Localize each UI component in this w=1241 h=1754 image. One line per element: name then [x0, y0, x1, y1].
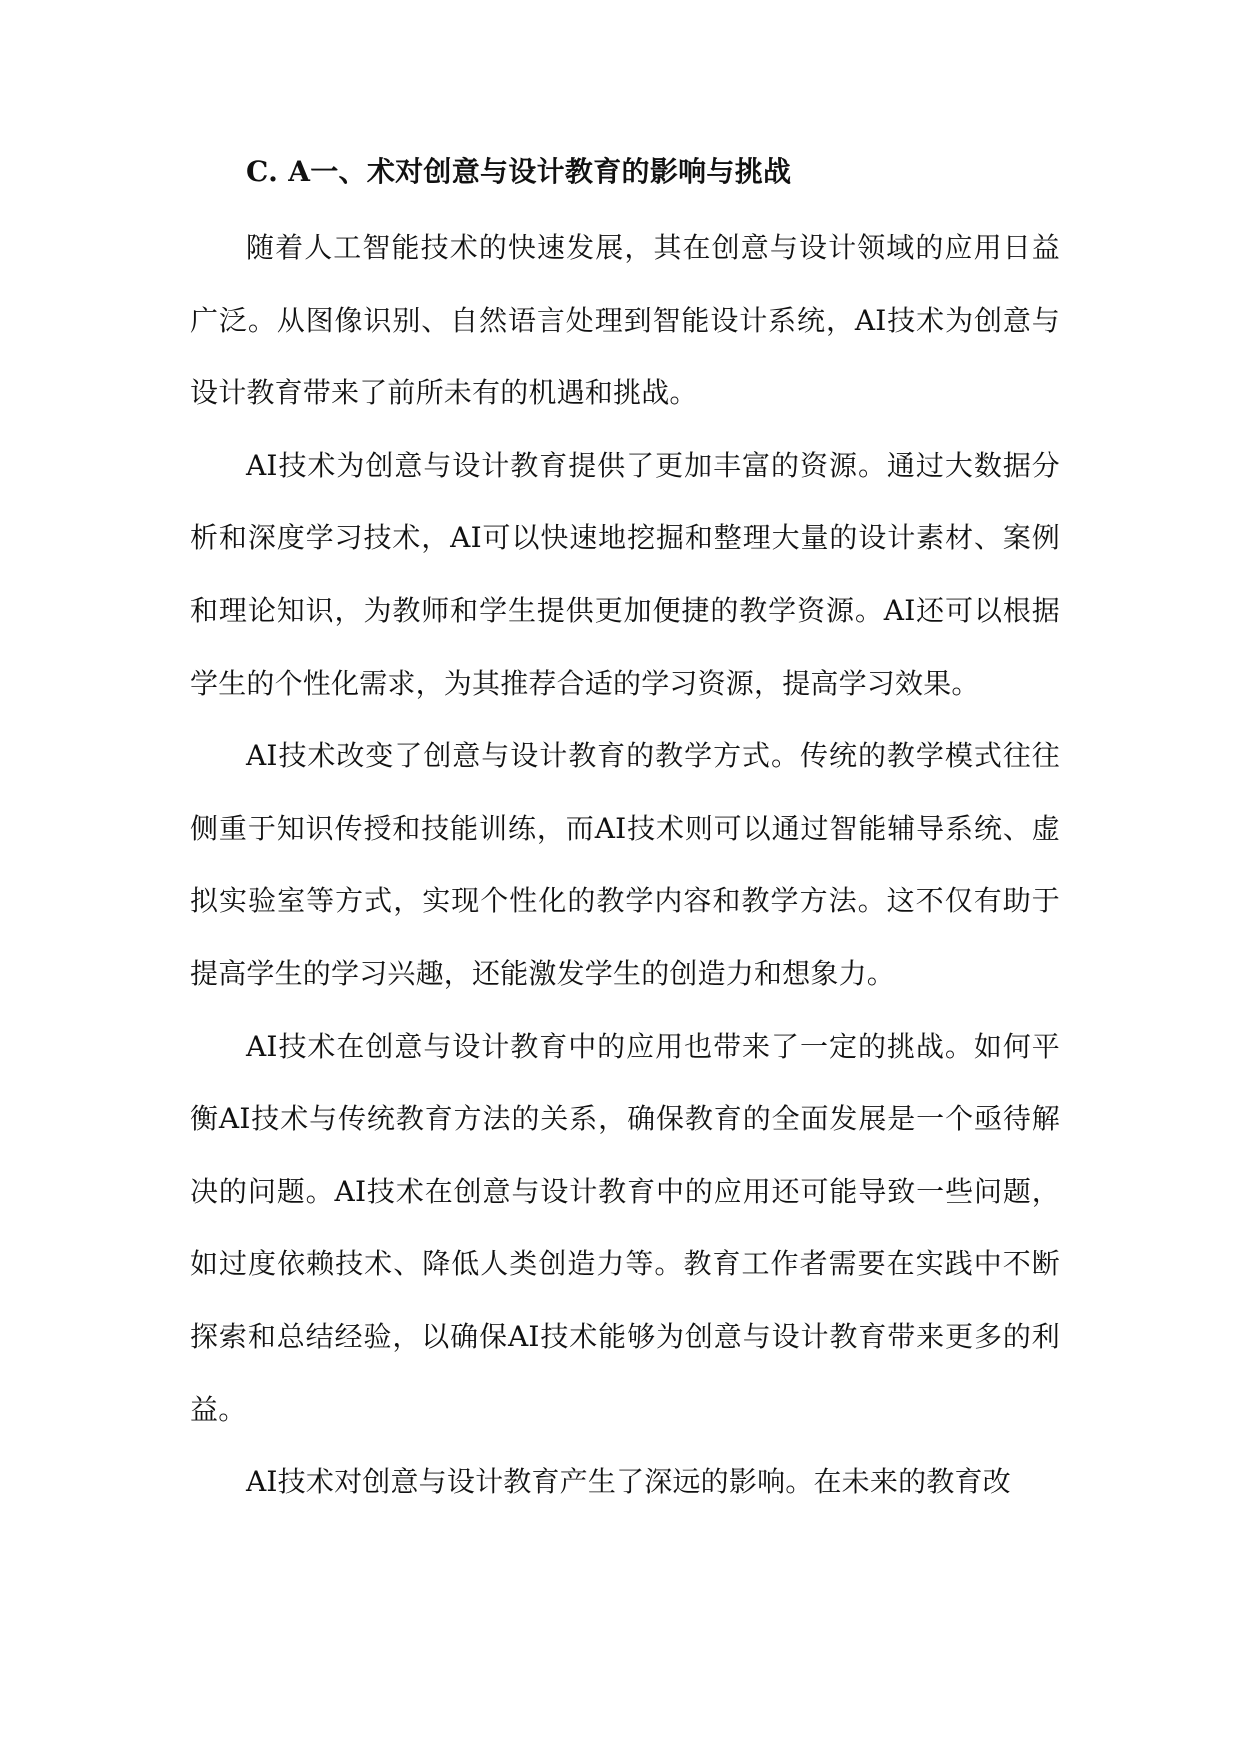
paragraph-5: AI技术对创意与设计教育产生了深远的影响。在未来的教育改 [246, 1465, 1011, 1499]
paragraph-1: 随着人工智能技术的快速发展，其在创意与设计领域的应用日益广泛。从图像识别、自然语言处理到智能设计系统，AI技术为创意与设计教育带来了前所未有的机遇和挑战。 [190, 231, 1060, 410]
section-heading: C. A一、术对创意与设计教育的影响与挑战 [246, 155, 792, 188]
document-body [190, 150, 1060, 1519]
paragraph-3: AI技术改变了创意与设计教育的教学方式。传统的教学模式往往侧重于知识传授和技能训练，而AI技术则可以通过智能辅导系统、虚拟实验室等方式，实现个性化的教学内容和教学方法。这不仅有助于提高学生的学习兴趣，还能激发学生的创造力和想象力。 [190, 739, 1060, 990]
paragraph-4: AI技术在创意与设计教育中的应用也带来了一定的挑战。如何平衡AI技术与传统教育方法的关系，确保教育的全面发展是一个亟待解决的问题。AI技术在创意与设计教育中的应用还可能导致一些问题，如过度依赖技术、降低人类创造力等。教育工作者需要在实践中不断探索和总结经验，以确保AI技术能够为创意与设计教育带来更多的利益。 [190, 1029, 1060, 1426]
paragraph-2: AI技术为创意与设计教育提供了更加丰富的资源。通过大数据分析和深度学习技术，AI可以快速地挖掘和整理大量的设计素材、案例和理论知识，为教师和学生提供更加便捷的教学资源。AI还可以根据学生的个性化需求，为其推荐合适的学习资源，提高学习效果。 [190, 448, 1060, 700]
